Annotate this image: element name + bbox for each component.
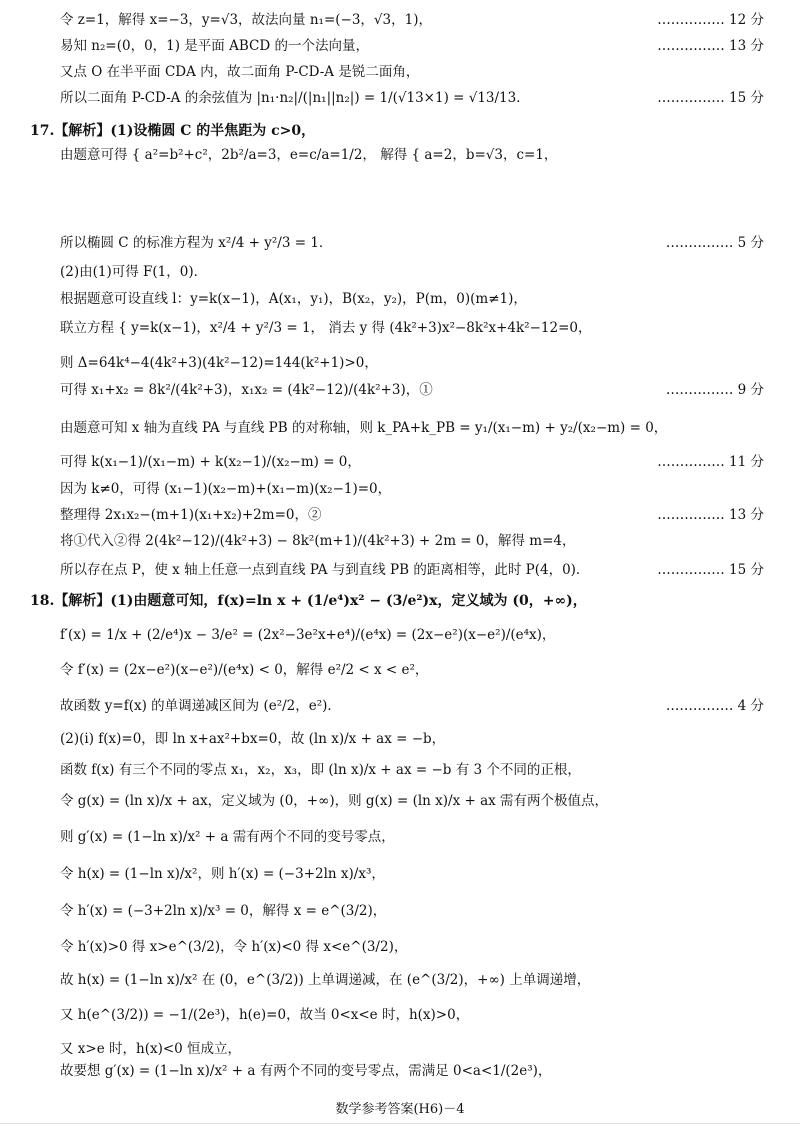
score-mark: …………… 13 分 xyxy=(657,38,764,54)
solution-line: 由题意可知 x 轴为直线 PA 与直线 PB 的对称轴，则 k_PA+k_PB = y₁/(x₁−m) + y₂/(x₂−m) = 0， xyxy=(60,420,668,436)
solution-line: 则 g′(x) = (1−ln x)/x² + a 需有两个不同的变号零点， xyxy=(60,829,395,845)
score-mark: …………… 15 分 xyxy=(657,562,764,578)
solution-line: 又 h(e^(3/2)) = −1/(2e³)，h(e)=0，故当 0<x<e 时，h(x)>0， xyxy=(60,1007,470,1023)
solution-line: 令 g(x) = (ln x)/x + ax，定义域为 (0，+∞)，则 g(x) = (ln x)/x + ax 需有两个极值点， xyxy=(60,793,609,809)
page-footer: 数学参考答案(H6)－4 xyxy=(335,1102,465,1117)
solution-line: f′(x) = 1/x + (2/e⁴)x − 3/e² = (2x²−3e²x+e⁴)/(e⁴x) = (2x−e²)(x−e²)/(e⁴x)， xyxy=(60,627,556,643)
solution-line: 联立方程 { y=k(x−1)，x²/4 + y²/3 = 1， 消去 y 得 (4k²+3)x²−8k²x+4k²−12=0， xyxy=(60,320,592,336)
solution-line: 令 h′(x)>0 得 x>e^(3/2)，令 h′(x)<0 得 x<e^(3/2)， xyxy=(60,939,408,955)
solution-line: 故 h(x) = (1−ln x)/x² 在 (0，e^(3/2)) 上单调递减，在 (e^(3/2)，+∞) 上单调递增， xyxy=(60,972,591,988)
solution-line: 易知 n₂=(0，0，1) 是平面 ABCD 的一个法向量， xyxy=(60,38,369,54)
solution-line: 整理得 2x₁x₂−(m+1)(x₁+x₂)+2m=0，② xyxy=(60,507,322,523)
solution-line: 18.【解析】(1)由题意可知，f(x)=ln x + (1/e⁴)x² − (3/e²)x，定义域为 (0，+∞)， xyxy=(30,593,587,609)
solution-line: 令 z=1，解得 x=−3，y=√3，故法向量 n₁=(−3，√3，1)， xyxy=(60,12,432,28)
score-mark: …………… 9 分 xyxy=(665,382,764,398)
solution-line: 所以椭圆 C 的标准方程为 x²/4 + y²/3 = 1． xyxy=(60,235,333,251)
solution-line: 可得 k(x₁−1)/(x₁−m) + k(x₂−1)/(x₂−m) = 0， xyxy=(60,454,361,470)
solution-line: 函数 f(x) 有三个不同的零点 x₁，x₂，x₃，即 (ln x)/x + ax = −b 有 3 个不同的正根， xyxy=(60,762,581,778)
solution-line: 令 h′(x) = (−3+2ln x)/x³ = 0，解得 x = e^(3/2)， xyxy=(60,903,387,919)
score-mark: …………… 15 分 xyxy=(657,90,764,106)
solution-line: 因为 k≠0，可得 (x₁−1)(x₂−m)+(x₁−m)(x₂−1)=0， xyxy=(60,481,392,497)
solution-line: 故要想 g′(x) = (1−ln x)/x² + a 有两个不同的变号零点，需满足 0<a<1/(2e³)， xyxy=(60,1063,552,1079)
score-mark: …………… 5 分 xyxy=(665,235,764,251)
solution-line: 可得 x₁+x₂ = 8k²/(4k²+3)，x₁x₂ = (4k²−12)/(4k²+3)，① xyxy=(60,382,433,398)
score-mark: …………… 11 分 xyxy=(657,454,764,470)
solution-line: (2)由(1)可得 F(1，0)． xyxy=(60,264,208,280)
solution-line: 所以二面角 P-CD-A 的余弦值为 |n₁·n₂|/(|n₁||n₂|) = 1/(√13×1) = √13/13． xyxy=(60,90,530,106)
solution-line: 将①代入②得 2(4k²−12)/(4k²+3) − 8k²(m+1)/(4k²+3) + 2m = 0，解得 m=4， xyxy=(60,533,576,549)
score-mark: …………… 13 分 xyxy=(657,507,764,523)
solution-line: 由题意可得 { a²=b²+c²，2b²/a=3，e=c/a=1/2， 解得 { a=2，b=√3，c=1， xyxy=(60,147,558,163)
solution-line: 又点 O 在半平面 CDA 内，故二面角 P-CD-A 是锐二面角， xyxy=(60,64,420,80)
solution-line: 所以存在点 P，使 x 轴上任意一点到直线 PA 与到直线 PB 的距离相等，此时 P(4，0)． xyxy=(60,562,590,578)
solution-line: 令 f′(x) = (2x−e²)(x−e²)/(e⁴x) < 0，解得 e²/2 < x < e²， xyxy=(60,662,429,678)
bottom-divider xyxy=(0,1123,800,1124)
solution-line: 根据题意可设直线 l：y=k(x−1)，A(x₁，y₁)，B(x₂，y₂)，P(m，0)(m≠1)， xyxy=(60,291,527,307)
solution-line: 故函数 y=f(x) 的单调递减区间为 (e²/2，e²)． xyxy=(60,698,341,714)
solution-line: 令 h(x) = (1−ln x)/x²，则 h′(x) = (−3+2ln x)/x³， xyxy=(60,866,385,882)
score-mark: …………… 4 分 xyxy=(665,698,764,714)
solution-line: 则 Δ=64k⁴−4(4k²+3)(4k²−12)=144(k²+1)>0， xyxy=(60,355,378,371)
solution-line: 17.【解析】(1)设椭圆 C 的半焦距为 c>0， xyxy=(30,123,316,139)
score-mark: …………… 12 分 xyxy=(657,12,764,28)
solution-line: 又 x>e 时，h(x)<0 恒成立， xyxy=(60,1041,242,1057)
solution-line: (2)(ⅰ) f(x)=0，即 ln x+ax²+bx=0，故 (ln x)/x + ax = −b， xyxy=(60,731,446,747)
